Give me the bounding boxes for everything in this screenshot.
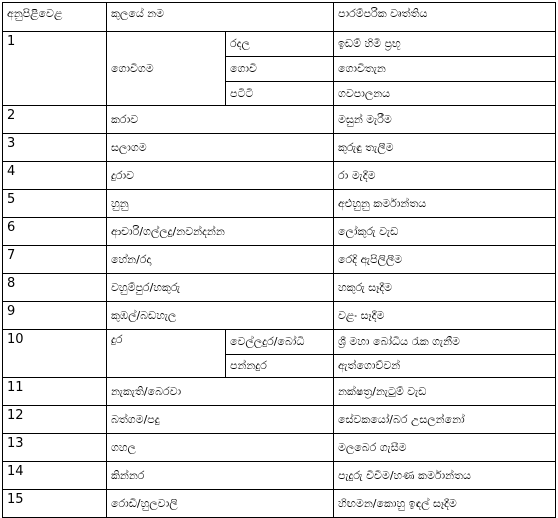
row-number: 15 [3, 490, 107, 518]
occupation: ලෝකුරු වැඩ [334, 218, 556, 246]
occupation: පැදුරු විවීම/හණ කර්මාන්තය [334, 462, 556, 490]
caste-name: නැකැති/බෙරවා [107, 378, 334, 406]
occupation: හකුරු සෑදීම [334, 274, 556, 302]
occupation: හිඟමන/කොහු ඉඳල් සෑදීම [334, 490, 556, 518]
row-number: 9 [3, 302, 107, 330]
subcaste-name: ගොවි [226, 57, 334, 82]
occupation: ඉඩම් හිමි ප්‍රභූ [334, 32, 556, 57]
occupation: වළං සෑදීම [334, 302, 556, 330]
caste-name: බත්ගම/පදු [107, 406, 334, 434]
table-row [3, 434, 556, 462]
occupation: සේවකයෝ/බර උසලන්නෝ [334, 406, 556, 434]
subcaste-name: පන්නදුර [226, 355, 334, 378]
occupation: නක්ෂත්‍ර/නැටුම් වැඩ [334, 378, 556, 406]
header-row [3, 3, 556, 32]
row-number: 11 [3, 378, 107, 406]
caste-name: කුඹල්/බඩහැල [107, 302, 334, 330]
subcaste-name: වෙල්ලදුර/බෝධි [226, 330, 334, 355]
caste-name: ගහල [107, 434, 334, 462]
row-number: 14 [3, 462, 107, 490]
row-number: 3 [3, 134, 107, 162]
caste-name: ආචාරි/ගල්ලදු/නවන්දන්න [107, 218, 334, 246]
caste-name: වහුම්පුර/හකුරු [107, 274, 334, 302]
occupation: මසුන් මැරීම [334, 106, 556, 134]
table-row [3, 162, 556, 190]
caste-name: දුර [107, 330, 226, 378]
header-caste-name: කුලයේ නම [107, 3, 334, 32]
caste-name: හේන/රදා [107, 246, 334, 274]
occupation: රා මැදීම [334, 162, 556, 190]
caste-name: කින්නර [107, 462, 334, 490]
occupation: ගොවිතැන [334, 57, 556, 82]
row-number: 2 [3, 106, 107, 134]
caste-occupation-table [2, 2, 556, 518]
header-occupation: පාරම්පරික වෘත්තිය [334, 3, 556, 32]
caste-name: හුනු [107, 190, 334, 218]
subcaste-name: පටිටි [226, 82, 334, 106]
caste-name: කරාව [107, 106, 334, 134]
caste-name: රොඩි/හුලවාලි [107, 490, 334, 518]
caste-name: සලාගම [107, 134, 334, 162]
table-row [3, 246, 556, 274]
table-row [3, 32, 556, 57]
table-row [3, 218, 556, 246]
row-number: 13 [3, 434, 107, 462]
table-row [3, 462, 556, 490]
table-row [3, 302, 556, 330]
row-number: 5 [3, 190, 107, 218]
row-number: 12 [3, 406, 107, 434]
table-row [3, 406, 556, 434]
table-row [3, 274, 556, 302]
caste-name: ගොවිගම [107, 32, 226, 106]
caste-name: දුරාව [107, 162, 334, 190]
row-number: 8 [3, 274, 107, 302]
row-number: 7 [3, 246, 107, 274]
table-row [3, 330, 556, 355]
occupation: කුරුඳු තැලීම [334, 134, 556, 162]
table-row [3, 106, 556, 134]
table-row [3, 190, 556, 218]
table-row [3, 134, 556, 162]
row-number: 10 [3, 330, 107, 378]
row-number: 1 [3, 32, 107, 106]
occupation: ඇත්ගොව්වන් [334, 355, 556, 378]
occupation: ශ්‍රී මහා බෝධිය රැක ගැනීම [334, 330, 556, 355]
header-number: අනුපිළිවෙළ [3, 3, 107, 32]
row-number: 6 [3, 218, 107, 246]
occupation: රෙදි ඇපිලිලීම [334, 246, 556, 274]
table-row [3, 378, 556, 406]
subcaste-name: රදල [226, 32, 334, 57]
occupation: මලබෙර ගැසීම [334, 434, 556, 462]
table-row [3, 490, 556, 518]
row-number: 4 [3, 162, 107, 190]
occupation: අළුහුනු කර්මාන්තය [334, 190, 556, 218]
occupation: ගවපාලනය [334, 82, 556, 106]
